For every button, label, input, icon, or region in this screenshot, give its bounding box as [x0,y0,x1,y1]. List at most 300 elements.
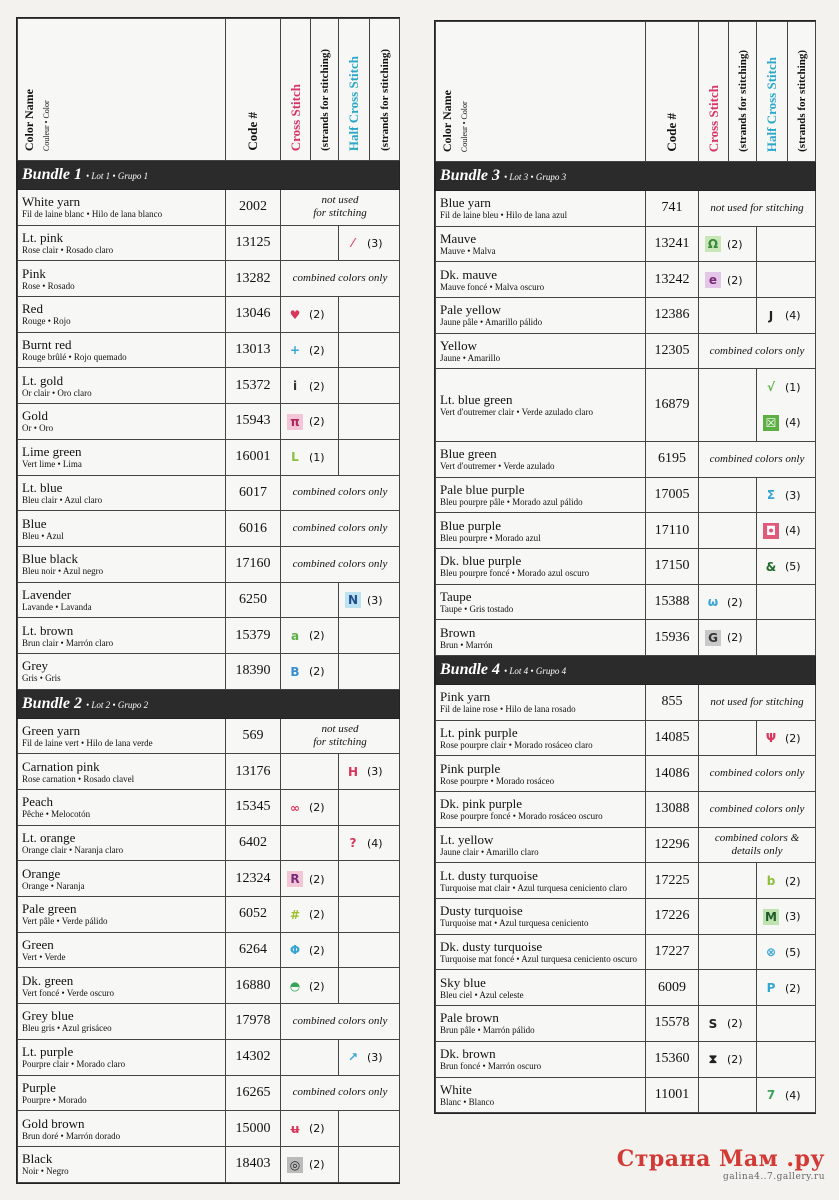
half-stitch-cell [757,584,816,620]
stitch-note [281,1075,400,1111]
color-name-cell [18,653,226,689]
color-name-translation: Mauve foncé • Malva oscuro [440,281,545,292]
color-name-cell [436,333,646,369]
color-name-cell [436,899,646,935]
stitch-note-line: combined colors only [292,1086,388,1099]
header-cross [699,22,729,162]
color-row [436,899,816,935]
color-code: 569 [226,718,281,754]
stitch-note-line: not used [321,722,359,735]
stitch-symbol: Φ [289,943,301,958]
color-code: 12305 [646,333,699,369]
color-name-translation: Brun clair • Marrón claro [22,637,114,648]
color-code: 16265 [226,1075,281,1111]
color-code: 18403 [226,1146,281,1182]
color-name: Black [22,1151,53,1167]
strand-count: (2) [309,629,325,643]
color-row [436,863,816,899]
cross-stitch-cell [281,618,339,654]
color-name: Lt. orange [22,830,76,846]
color-name: Pale brown [440,1010,499,1026]
half-stitch-cell [757,298,816,334]
cross-stitch-cell [281,582,339,618]
stitch-note-line: not used for stitching [710,201,804,214]
cross-stitch-cell [281,1111,339,1147]
color-name: Green yarn [22,722,81,738]
color-name: Dk. green [22,972,74,988]
stitch-symbol: ◘ [763,523,779,539]
cross-stitch-cell [281,404,339,440]
strand-count: (4) [785,309,801,323]
color-name-translation: Jaune clair • Amarillo claro [440,847,539,858]
color-name-cell [18,511,226,547]
cross-stitch-cell [699,226,757,262]
color-code: 18390 [226,653,281,689]
color-name: Pale green [22,901,77,917]
cross-stitch-cell [281,225,339,261]
bundle-subtitle: Lot 1 • Grupo 1 [91,171,149,181]
color-row [18,718,400,754]
color-code: 17978 [226,1004,281,1040]
color-name-cell [436,684,646,720]
header-half-label: Half Cross Stitch [764,56,779,152]
half-stitch-cell [339,297,400,333]
color-name-cell [18,825,226,861]
color-name: Dk. pink purple [440,796,522,812]
cross-stitch-cell [281,825,339,861]
watermark [617,1146,825,1182]
color-name-translation: Turquoise mat clair • Azul turquesa ceniciento claro [440,882,628,893]
strand-count: (2) [727,1052,743,1066]
cross-stitch-cell [699,899,757,935]
cross-stitch-cell [699,584,757,620]
color-name: Lime green [22,444,82,460]
cross-stitch-cell [699,477,757,513]
color-name-translation: Noir • Negro [22,1166,69,1177]
color-code: 13241 [646,226,699,262]
bundle-header: Bundle 4 • Lot 4 • Grupo 4 [436,655,816,684]
strand-count: (5) [785,560,801,574]
color-row [436,333,816,369]
color-name: Mauve [440,231,477,247]
color-name: Pink yarn [440,689,491,705]
color-row [436,298,816,334]
stitch-note-line: details only [731,845,783,858]
color-row [436,477,816,513]
stitch-symbol: ? [349,836,357,851]
color-name-translation: Rose carnation • Rosado clavel [22,773,135,784]
strand-count: (2) [309,1158,325,1172]
cross-stitch-cell [699,1077,757,1113]
color-name: Lt. yellow [440,832,494,848]
color-name-translation: Bleu pourpre • Morado azul [440,532,541,543]
color-name-cell [18,790,226,826]
color-name: Dusty turquoise [440,903,523,919]
color-name: Blue purple [440,517,502,533]
stitch-note-line: combined colors only [709,452,805,465]
color-name-cell [18,1146,226,1182]
stitch-symbol: ω [707,595,719,610]
color-code: 6016 [226,511,281,547]
half-stitch-cell [757,899,816,935]
color-name: Blue green [440,446,497,462]
color-row [18,968,400,1004]
header-half-strands [788,22,816,162]
watermark-sub: galina4..7.gallery.ru [723,1172,825,1182]
color-row [436,369,816,441]
color-code: 17225 [646,863,699,899]
color-code: 11001 [646,1077,699,1113]
strand-count: (3) [367,1050,383,1064]
color-name-cell [436,756,646,792]
stitch-symbol: ʉ [289,1121,301,1136]
cross-stitch-cell [699,934,757,970]
color-name-cell [18,297,226,333]
color-row [18,790,400,826]
color-code: 12324 [226,861,281,897]
strand-count: (2) [309,908,325,922]
stitch-note [699,684,816,720]
bundle-subtitle: Lot 2 • Grupo 2 [91,699,149,710]
stitch-symbol: P [766,981,776,996]
color-name-cell [436,620,646,656]
color-row [18,475,400,511]
stitch-symbol: e [705,272,721,288]
stitch-symbol: i [292,379,298,394]
color-code: 855 [646,684,699,720]
color-name-translation: Fil de laine rose • Hilo de lana rosado [440,704,576,715]
half-stitch-cell [757,226,816,262]
header-color-name-label: Color Name [22,88,36,151]
color-name-cell [436,970,646,1006]
color-name-translation: Jaune pâle • Amarillo pálido [440,317,543,328]
color-code: 14085 [646,720,699,756]
color-name: Lt. gold [22,372,64,388]
color-name-translation: Pourpre • Morado [22,1094,87,1105]
header-half-strands-label: (strands for stitching) [378,49,391,151]
stitch-note [281,190,400,226]
color-name: Brown [440,624,476,640]
color-name: Lavender [22,586,72,602]
stitch-note [699,333,816,369]
cross-stitch-cell [281,368,339,404]
color-code: 13125 [226,225,281,261]
stitch-symbol: ⊗ [765,945,777,960]
stitch-symbol: M [763,909,779,925]
stitch-note-line: combined colors only [292,486,388,499]
color-row [18,511,400,547]
half-stitch-cell [757,1006,816,1042]
color-name: Dk. mauve [440,266,498,282]
color-name: Purple [22,1079,56,1095]
stitch-symbol: G [705,630,721,646]
color-row [18,225,400,261]
header-half [339,19,370,161]
color-name-translation: Bleu pourpre pâle • Morado azul pálido [440,496,583,507]
color-name-translation: Vert • Verde [22,952,66,963]
color-name-cell [436,1077,646,1113]
stitch-note [699,756,816,792]
stitch-symbol: ◓ [289,979,301,994]
cross-stitch-cell [699,970,757,1006]
color-code: 741 [646,191,699,227]
color-code: 17227 [646,934,699,970]
stitch-symbol: S [708,1016,718,1031]
half-stitch-cell [339,618,400,654]
strand-count: (2) [785,981,801,995]
stitch-symbol: ↗ [347,1050,359,1065]
color-name-translation: Orange • Naranja [22,880,85,891]
stitch-symbol: ♥ [289,307,301,322]
cross-stitch-cell [281,439,339,475]
half-stitch-cell [757,513,816,549]
color-name: Dk. brown [440,1046,496,1062]
color-code: 6195 [646,441,699,477]
strand-count: (4) [785,1088,801,1102]
color-name-cell [436,1041,646,1077]
color-name-translation: Rose pourpre • Morado rosáceo [440,775,555,786]
header-row [436,22,816,162]
header-half [757,22,788,162]
bundle-title: Bundle 2 [22,694,83,712]
color-row [436,1006,816,1042]
color-name-cell [18,618,226,654]
color-row [18,618,400,654]
color-name-translation: Blanc • Blanco [440,1096,495,1107]
stitch-note [281,546,400,582]
color-name-translation: Fil de laine vert • Hilo de lana verde [22,737,153,748]
stitch-symbol: Ψ [765,731,777,746]
cross-stitch-cell [281,653,339,689]
color-name-cell [436,262,646,298]
color-code: 15000 [226,1111,281,1147]
color-name-cell [18,546,226,582]
color-row [18,825,400,861]
color-row [18,653,400,689]
stitch-symbol: + [289,343,301,358]
color-row [436,792,816,828]
half-stitch-cell [757,620,816,656]
color-name-cell [18,582,226,618]
color-name-cell [18,190,226,226]
color-code: 2002 [226,190,281,226]
color-name-cell [436,298,646,334]
color-name-cell [436,792,646,828]
color-name-cell [18,754,226,790]
header-code-label: Code # [245,112,260,151]
cross-stitch-cell [699,863,757,899]
color-code: 15578 [646,1006,699,1042]
color-name-translation: Jaune • Amarillo [440,353,501,364]
color-name-translation: Fil de laine blanc • Hilo de lana blanco [22,209,163,220]
color-name-translation: Taupe • Gris tostado [440,603,514,614]
strand-count: (3) [785,910,801,924]
strand-count: (2) [727,1017,743,1031]
color-name: Lt. purple [22,1044,74,1060]
color-row [436,513,816,549]
stitch-symbol: Σ [766,488,776,503]
stitch-symbol: N [345,592,361,608]
header-cross-label: Cross Stitch [705,84,721,152]
color-code: 13046 [226,297,281,333]
color-code: 6250 [226,582,281,618]
color-code: 16001 [226,439,281,475]
color-row [18,861,400,897]
stitch-note [281,511,400,547]
cross-stitch-cell [699,1006,757,1042]
stitch-note-line: combined colors only [292,1014,388,1027]
stitch-note-line: for stitching [313,207,367,220]
strand-count: (5) [785,945,801,959]
color-name-translation: Brun doré • Marrón dorado [22,1130,121,1141]
color-name-cell [18,1075,226,1111]
color-name-cell [436,934,646,970]
color-name-cell [436,548,646,584]
stitch-symbol: ☒ [763,415,779,431]
cross-stitch-cell [281,968,339,1004]
color-row [18,546,400,582]
header-color-name [436,22,646,162]
half-stitch-cell [339,968,400,1004]
half-stitch-cell [339,332,400,368]
color-row [18,404,400,440]
color-row [18,1039,400,1075]
stitch-note [281,718,400,754]
stitch-symbol: b [766,874,776,889]
stitch-symbol: & [765,559,777,574]
strand-count: (2) [727,273,743,287]
color-name-translation: Or • Oro [22,423,54,434]
half-stitch-cell [757,369,816,441]
color-row [18,1146,400,1182]
color-name-cell [18,332,226,368]
color-name-cell [436,513,646,549]
half-stitch-cell [339,653,400,689]
color-name-cell [18,368,226,404]
cross-stitch-cell [281,932,339,968]
color-name: Pink purple [440,760,501,776]
color-code: 17160 [226,546,281,582]
strand-count: (2) [309,979,325,993]
half-stitch-cell [339,861,400,897]
color-name: Grey [22,658,48,674]
color-name-translation: Fil de laine bleu • Hilo de lana azul [440,210,568,221]
color-row [436,548,816,584]
color-row [18,582,400,618]
color-name-translation: Rouge brûlé • Rojo quemado [22,352,127,363]
stitch-note [699,827,816,863]
color-name-translation: Gris • Gris [22,673,61,684]
color-name-translation: Rose clair • Rosado claro [22,245,114,256]
half-stitch-cell [339,754,400,790]
half-stitch-cell [757,1077,816,1113]
color-code: 6017 [226,475,281,511]
color-name: Lt. blue [22,479,63,495]
stitch-note [281,475,400,511]
color-name: Blue black [22,551,78,567]
color-name: Taupe [440,588,472,604]
header-color-name-sub: Couleur • Color [460,101,469,152]
strand-count: (1) [785,380,801,394]
strand-count: (2) [727,595,743,609]
half-stitch-cell [757,262,816,298]
header-cross-label: Cross Stitch [287,83,303,151]
bundle-header: Bundle 3 • Lot 3 • Grupo 3 [436,162,816,191]
stitch-symbol: Ω [705,236,721,252]
strand-count: (2) [309,943,325,957]
stitch-symbol: R [287,871,303,887]
color-name: White yarn [22,194,81,210]
color-row [436,720,816,756]
cross-stitch-cell [281,332,339,368]
color-name-cell [436,863,646,899]
color-code: 15379 [226,618,281,654]
color-name-cell [436,191,646,227]
color-name-cell [436,477,646,513]
color-name: Lt. pink purple [440,724,518,740]
header-cross [281,19,311,161]
color-name: Lt. pink [22,230,64,246]
color-name: White [440,1081,472,1097]
half-stitch-cell [757,934,816,970]
color-name-translation: Bleu pourpre foncé • Morado azul oscuro [440,568,590,579]
half-stitch-cell [339,439,400,475]
color-code: 6264 [226,932,281,968]
color-name: Orange [22,865,61,881]
stitch-note-line: combined colors only [709,802,805,815]
color-row [436,684,816,720]
cross-stitch-cell [699,720,757,756]
color-code: 13013 [226,332,281,368]
color-row [18,1075,400,1111]
stitch-symbol: ◎ [287,1157,303,1173]
color-name-translation: Orange clair • Naranja claro [22,845,124,856]
strand-count: (2) [785,874,801,888]
color-code: 15345 [226,790,281,826]
color-name-translation: Or clair • Oro claro [22,387,92,398]
color-table-left [16,17,400,1184]
strand-count: (4) [785,524,801,538]
color-row [436,584,816,620]
stitch-note-line: combined colors only [709,344,805,357]
color-row [18,368,400,404]
color-name-translation: Vert pâle • Verde pálido [22,916,108,927]
color-name: Dk. dusty turquoise [440,939,543,955]
stitch-note-line: not used for stitching [710,695,804,708]
color-code: 13242 [646,262,699,298]
color-code: 12296 [646,827,699,863]
color-name: Dk. blue purple [440,553,522,569]
color-name-cell [18,718,226,754]
color-name-translation: Vert foncé • Verde oscuro [22,987,114,998]
color-name-cell [18,1039,226,1075]
color-name-cell [436,584,646,620]
color-name-cell [436,1006,646,1042]
color-name-translation: Vert d'outremer clair • Verde azulado claro [440,407,594,418]
stitch-symbol: H [347,764,359,779]
color-name: Pale yellow [440,302,502,318]
color-code: 15936 [646,620,699,656]
color-code: 6402 [226,825,281,861]
strand-count: (2) [309,872,325,886]
stitch-symbol: ⁄ [351,236,354,251]
cross-stitch-cell [699,548,757,584]
stitch-note-line: combined colors & [714,832,800,845]
cross-stitch-cell [699,298,757,334]
stitch-note [281,261,400,297]
watermark-text: Страна Мам .ру [616,1146,825,1172]
cross-stitch-cell [281,861,339,897]
